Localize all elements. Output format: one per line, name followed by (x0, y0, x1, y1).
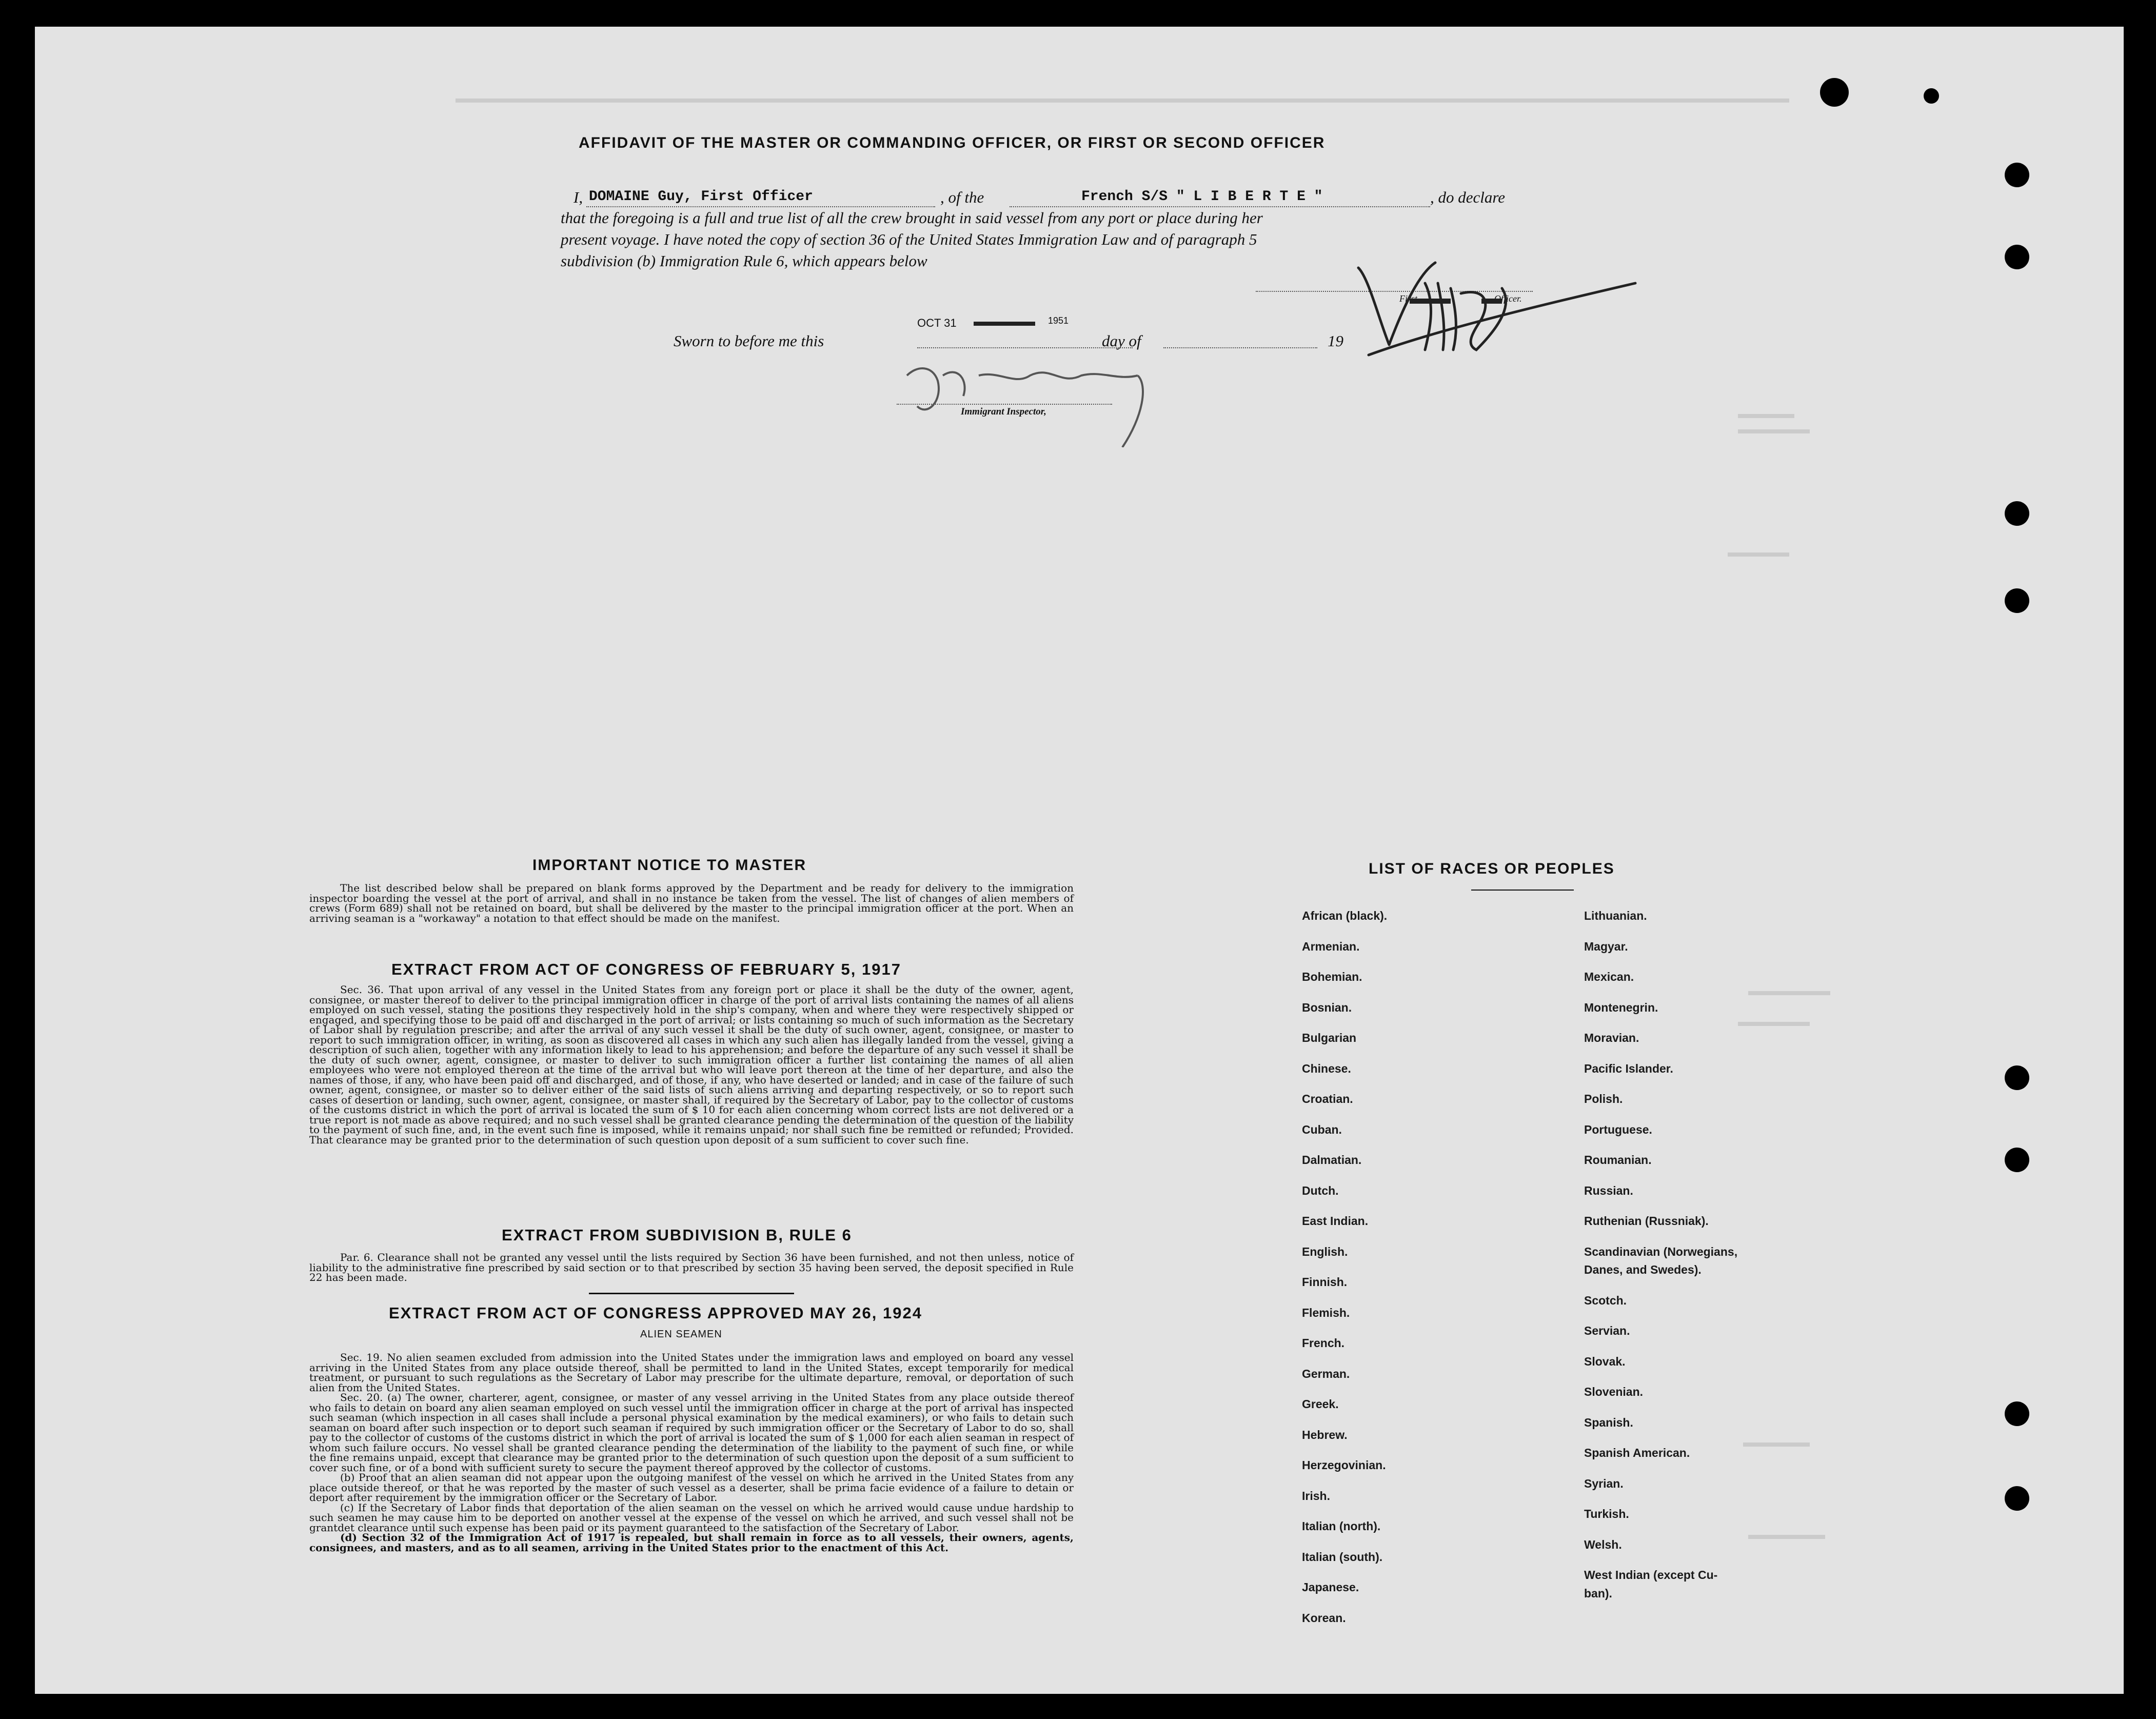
extract-1917-body (309, 985, 1074, 1145)
race-item: Japanese. (1302, 1580, 1359, 1594)
race-item: Polish. (1584, 1092, 1623, 1105)
race-item: Croatian. (1302, 1092, 1353, 1105)
race-item: Turkish. (1584, 1507, 1629, 1521)
race-item: Servian. (1584, 1324, 1630, 1338)
race-item: Syrian. (1584, 1476, 1624, 1490)
race-item: Finnish. (1302, 1275, 1348, 1289)
stamp-strike (974, 322, 1035, 326)
section-20c-text: (c) If the Secretary of Labor finds that deportation of the alien seaman on the vessel on which he arrived would cause undue hardship to such seamen he may cause him to be deported on another vessel at the expense of the vessel on which he arrived, and such vessel shall not be grantdet clearance until such expense has been paid or its payment guaranteed to the satisfaction of the Secretary of Labor. (309, 1501, 1074, 1534)
race-item: Danes, and Swedes). (1584, 1263, 1702, 1277)
race-item: Korean. (1302, 1611, 1346, 1625)
section-rule (589, 1293, 794, 1294)
race-item: Bulgarian (1302, 1031, 1357, 1044)
declaration-line-2: present voyage. I have noted the copy of section 36 of the United States Immigration Law and of paragraph 5 (561, 230, 1257, 248)
race-item: Moravian. (1584, 1031, 1639, 1044)
race-item: Ruthenian (Russniak). (1584, 1214, 1709, 1228)
declarant-blank (586, 206, 935, 207)
race-item: English. (1302, 1244, 1348, 1258)
year-prefix: 19 (1328, 332, 1343, 350)
do-declare-text: , do declare (1430, 188, 1506, 206)
race-item: Greek. (1302, 1397, 1339, 1411)
race-item: Flemish. (1302, 1306, 1350, 1319)
race-item: Slovak. (1584, 1354, 1626, 1368)
section-19-text: Sec. 19. No alien seamen excluded from admission into the United States under the immigration laws and employed on board any vessel arriving in the United States from any place outside thereof, shall be permitted to land in the United States, except temporarily for medical treatment, or pursuant to such regulations as the Secretary of Labor may prescribe for the ultimate departure, removal, or deportation of such alien from the United States. (309, 1351, 1074, 1394)
race-item: Irish. (1302, 1489, 1330, 1503)
stamp-date: OCT 31 (917, 317, 957, 329)
extract-rule6-body (309, 1253, 1074, 1283)
race-item: Mexican. (1584, 970, 1634, 983)
of-the-text: , of the (940, 188, 984, 206)
race-item: Herzegovinian. (1302, 1458, 1386, 1472)
notice-paragraph: The list described below shall be prepared on blank forms approved by the Department and be ready for delivery to the immigration inspector boarding the vessel at the port of arrival, and shall in no instance be taken from the vessel. The list of changes of alien members of crews (Form 689) shall not be retained on board, but shall be delivered by the master to the principal immigration officer at the port. When an arriving seaman is a "workaway" a notation to that effect should be made on the manifest. (309, 882, 1074, 924)
race-item: Portuguese. (1584, 1122, 1652, 1136)
extract-1924-body (309, 1353, 1074, 1553)
race-item: West Indian (except Cu- (1584, 1568, 1718, 1582)
alien-seamen-subtitle: ALIEN SEAMEN (640, 1329, 722, 1340)
race-item: Dutch. (1302, 1183, 1339, 1197)
race-item: ban). (1584, 1586, 1612, 1600)
races-title-rule (1471, 890, 1574, 891)
race-item: Pacific Islander. (1584, 1061, 1673, 1075)
extract-rule6-title: EXTRACT FROM SUBDIVISION B, RULE 6 (502, 1226, 852, 1244)
declaration-line-3: subdivision (b) Immigration Rule 6, which appears below (561, 252, 927, 270)
vessel-name: French S/S " L I B E R T E " (1081, 189, 1323, 205)
section-20b-text: (b) Proof that an alien seaman did not appear upon the outgoing manifest of the vessel on which he arrived in the United States from any place outside thereof, or that he was reported by the master of such vessel as a deserter, shall be prima facie evidence of a failure to detain or deport after requirement by the immigration officer or the Secretary of Labor. (309, 1471, 1074, 1504)
inspector-signature (897, 345, 1184, 447)
notice-title: IMPORTANT NOTICE TO MASTER (532, 857, 807, 874)
race-item: East Indian. (1302, 1214, 1369, 1228)
manifest-page (35, 27, 2124, 1694)
race-item: Cuban. (1302, 1122, 1342, 1136)
declarant-name: DOMAINE Guy, First Officer (589, 189, 813, 205)
extract-1917-title: EXTRACT FROM ACT OF CONGRESS OF FEBRUARY 5, 1917 (391, 960, 901, 978)
race-item: Slovenian. (1584, 1385, 1644, 1399)
race-item: Italian (north). (1302, 1519, 1381, 1533)
section-20a-text: Sec. 20. (a) The owner, charterer, agent, consignee, or master of any vessel arriving in the United States from any place outside thereof who fails to detain on board any alien seaman employed on such vessel until the immigration officer in charge at the port of arrival has inspected such seaman (which inspection in all cases shall include a personal physical examination by the medical examiners), or who fails to detain such seaman on board after such inspection or to deport such seaman if required by such immigration officer or the Secretary of Labor to do so, shall pay to the collector of customs of the customs district in which the port of arrival is located the sum of $ 1,000 for each alien seaman in respect of whom such failure occurs. No vessel shall be granted clearance pending the determination of the liability to the payment of such fine, or while the fine remains unpaid, except that clearance may be granted prior to the determination of such question upon the deposit of a sum sufficient to cover such fine, or of a bond with sufficient surety to secure the payment thereof approved by the collector of customs. (309, 1391, 1074, 1474)
races-title: LIST OF RACES OR PEOPLES (1369, 860, 1615, 877)
race-item: Scandinavian (Norwegians, (1584, 1244, 1738, 1258)
race-item: African (black). (1302, 909, 1388, 922)
race-item: Spanish American. (1584, 1446, 1690, 1460)
race-item: French. (1302, 1336, 1345, 1350)
declarant-prefix: I, (573, 188, 583, 206)
race-item: Montenegrin. (1584, 1000, 1658, 1014)
officer-signature (1348, 242, 1656, 396)
race-item: Welsh. (1584, 1537, 1622, 1551)
race-item: Chinese. (1302, 1061, 1351, 1075)
stamp-year: 1951 (1048, 315, 1069, 326)
officer-caption-end: Officer. (1494, 293, 1522, 304)
affidavit-title: AFFIDAVIT OF THE MASTER OR COMMANDING OFFICER, OR FIRST OR SECOND OFFICER (579, 134, 1326, 151)
inspector-line (897, 404, 1112, 405)
officer-caption: First (1399, 293, 1418, 304)
race-item: Hebrew. (1302, 1428, 1348, 1441)
sworn-prefix: Sworn to before me this (674, 332, 824, 350)
race-item: Lithuanian. (1584, 909, 1647, 922)
race-item: Armenian. (1302, 939, 1360, 953)
inspector-caption: Immigrant Inspector, (961, 406, 1046, 417)
race-item: Magyar. (1584, 939, 1628, 953)
vessel-blank (1010, 206, 1430, 207)
race-item: Spanish. (1584, 1415, 1633, 1429)
race-item: Russian. (1584, 1183, 1633, 1197)
race-item: Bohemian. (1302, 970, 1362, 983)
section-20d-text: (d) Section 32 of the Immigration Act of 1917 is repealed, but shall remain in force as to all vessels, their owners, agents, consignees, and masters, and as to all seamen, arriving in the United States prior to the enactment of this Act. (309, 1531, 1074, 1554)
par-6-text: Par. 6. Clearance shall not be granted any vessel until the lists required by Section 36 have been furnished, and not then unless, notice of liability to the administrative fine prescribed by said section or to that prescribed by section 35 having been served, the deposit specified in Rule 22 has been made. (309, 1251, 1074, 1283)
race-item: Roumanian. (1584, 1153, 1652, 1167)
race-item: German. (1302, 1367, 1350, 1380)
extract-1924-title: EXTRACT FROM ACT OF CONGRESS APPROVED MAY 26, 1924 (389, 1304, 922, 1322)
race-item: Bosnian. (1302, 1000, 1352, 1014)
declaration-line-1: that the foregoing is a full and true list of all the crew brought in said vessel from any port or place during her (561, 209, 1263, 227)
race-item: Dalmatian. (1302, 1153, 1362, 1167)
race-item: Scotch. (1584, 1293, 1627, 1307)
race-item: Italian (south). (1302, 1550, 1383, 1564)
notice-body (309, 883, 1074, 923)
section-36-text: Sec. 36. That upon arrival of any vessel in the United States from any foreign port or place it shall be the duty of the owner, agent, consignee, or master thereof to deliver to the principal immigration officer in charge of the port of arrival lists containing the names of all aliens employed on such vessel, stating the positions they respectively hold in the ship's company, when and where they were respectively shipped or engaged, and specifying those to be paid off and discharged in the port of arrival; or lists containing so much of such information as the Secretary of Labor shall by regulation prescribe; and after the arrival of any such vessel it shall be the duty of such owner, agent, consignee, or master to report to such immigration officer, in writing, as soon as discovered all cases in which any such alien has illegally landed from the vessel, giving a description of such alien, together with any information likely to lead to his apprehension; and before the departure of any such vessel it shall be the duty of such owner, agent, consignee, or master to deliver to such immigration officer a further list containing the names of all alien employees who were not employed thereon at the time of the arrival but who will leave port thereon at the time of her departure, and also the names of those, if any, who have been paid off and discharged, and of those, if any, who have deserted or landed; and in case of the failure of such owner, agent, consignee, or master so to deliver either of the said lists of such aliens arriving and departing respectively, or so to report such cases of desertion or landing, such owner, agent, consignee, or master shall, if required by the Secretary of Labor, pay to the collector of customs of the customs district in which the port of arrival is located the sum of $ 10 for each alien concerning whom correct lists are not delivered or a true report is not made as above required; and no such vessel shall be granted clearance pending the determination of the question of the liability to the payment of such fine, and, in the event such fine is imposed, while it remains unpaid; nor shall such fine be remitted or refunded; Provided. That clearance may be granted prior to the determination of such question upon deposit of a sum sufficient to cover such fine. (309, 983, 1074, 1146)
month-blank (1163, 347, 1317, 348)
day-of-text: day of (1102, 332, 1141, 350)
